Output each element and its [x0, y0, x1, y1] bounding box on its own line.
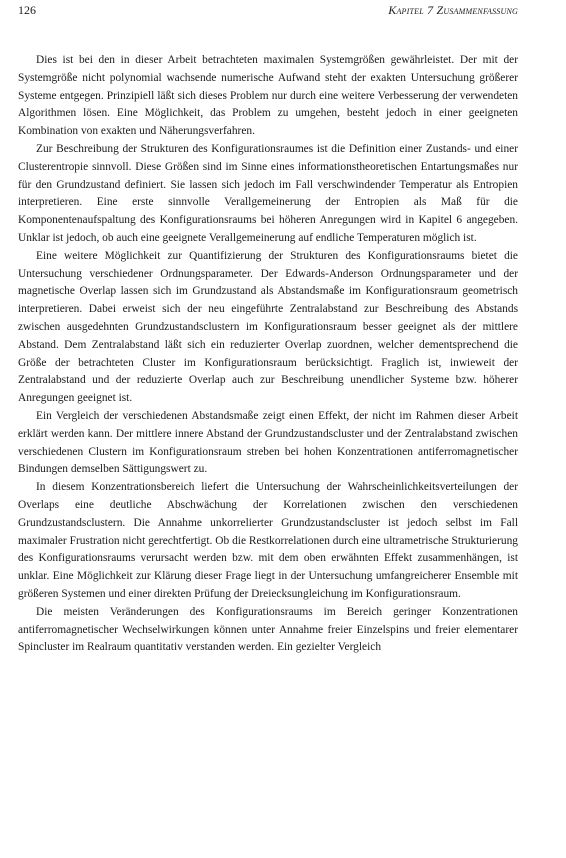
paragraph: Dies ist bei den in dieser Arbeit betrachteten maximalen Systemgrößen gewährleistet. Der mit der Systemgröße nicht polynomial wachsende numerische Aufwand steht der exakten Untersuchung größerer Systeme entgegen. Prinzipiell läßt sich dieses Problem nur durch eine weitere Verbesserung der verwendeten Algorithmen lösen. Eine Möglichkeit, das Problem zu umgehen, besteht jedoch in einer geeigneten Kombination von exakten und Näherungsverfahren.	[18, 54, 518, 138]
paragraph: Die meisten Veränderungen des Konfigurationsraums im Bereich geringer Konzentrationen antiferromagnetischer Wechselwirkungen können unter Annahme freier Einzelspins und freier elementarer Spincluster im Realraum quantitativ verstanden werden. Ein gezielter Vergleich	[18, 605, 518, 654]
chapter-title: Kapitel 7 Zusammenfassung	[388, 3, 518, 17]
body-text	[18, 52, 518, 657]
paragraph: Eine weitere Möglichkeit zur Quantifizierung der Strukturen des Konfigurationsraums bietet die Untersuchung verschiedener Ordnungsparameter. Der Edwards-Anderson Ordnungsparameter und der magnetische Overlap lassen sich im Grundzustand als Abstandsmaße im Konfigurationsraum geometrisch interpretieren. Dabei erweist sich der neu eingeführte Zentralabstand zur Beschreibung des Abstands zwischen ausgedehnten Grundzustandsclustern im Konfigurationsraum besser geeignet als der mittlere Abstand. Dem Zentralabstand läßt sich ein reduzierter Overlap zuordnen, welcher dementsprechend die Größe der betrachteten Cluster im Konfigurationsraum berücksichtigt. Fraglich ist, inwieweit der Zentralabstand und der reduzierte Overlap auch zur Beschreibung unendlicher Systeme bzw. höherer Anregungen geeignet ist.	[18, 249, 518, 405]
document-page	[18, 0, 518, 858]
page-number: 126	[18, 3, 36, 17]
paragraph: Ein Vergleich der verschiedenen Abstandsmaße zeigt einen Effekt, der nicht im Rahmen dieser Arbeit erklärt werden kann. Der mittlere innere Abstand der Grundzustandscluster und der Zentralabstand zwischen verschiedenen Clustern im Konfigurationsraum streben bei hohen Konzentrationen antiferromagnetischer Bindungen demselben Sättigungswert zu.	[18, 409, 518, 476]
running-header	[18, 2, 518, 18]
paragraph: In diesem Konzentrationsbereich liefert die Untersuchung der Wahrscheinlichkeitsverteilungen der Overlaps eine deutliche Abschwächung der Korrelationen zwischen den verschiedenen Grundzustandsclustern. Die Annahme unkorrelierter Grundzustandscluster ist jedoch selbst im Fall maximaler Frustration nicht gerechtfertigt. Ob die Restkorrelationen durch eine ultrametrische Strukturierung des Konfigurationsraums verursacht werden bzw. mit dem oben erwähnten Effekt zusammenhängen, ist unklar. Eine Möglichkeit zur Klärung dieser Frage liegt in der Untersuchung umfangreicherer Ensemble mit größeren Systemen und einer direkten Prüfung der Dreiecksungleichung im Konfigurationsraum.	[18, 481, 518, 600]
paragraph: Zur Beschreibung der Strukturen des Konfigurationsraumes ist die Definition einer Zustands- und einer Clusterentropie sinnvoll. Diese Größen sind im Sinne eines informationstheoretischen Entartungsmaßes nur für den Grundzustand definiert. Sie lassen sich jedoch im Fall verschwindender Temperatur als Entropien interpretieren. Eine erste sinnvolle Verallgemeinerung der Entropien als Maß für die Komponentenaufspaltung des Konfigurationsraums bei höheren Anregungen wird in Kapitel 6 angegeben. Unklar ist jedoch, ob auch eine geeignete Verallgemeinerung auf endliche Temperaturen möglich ist.	[18, 142, 518, 244]
